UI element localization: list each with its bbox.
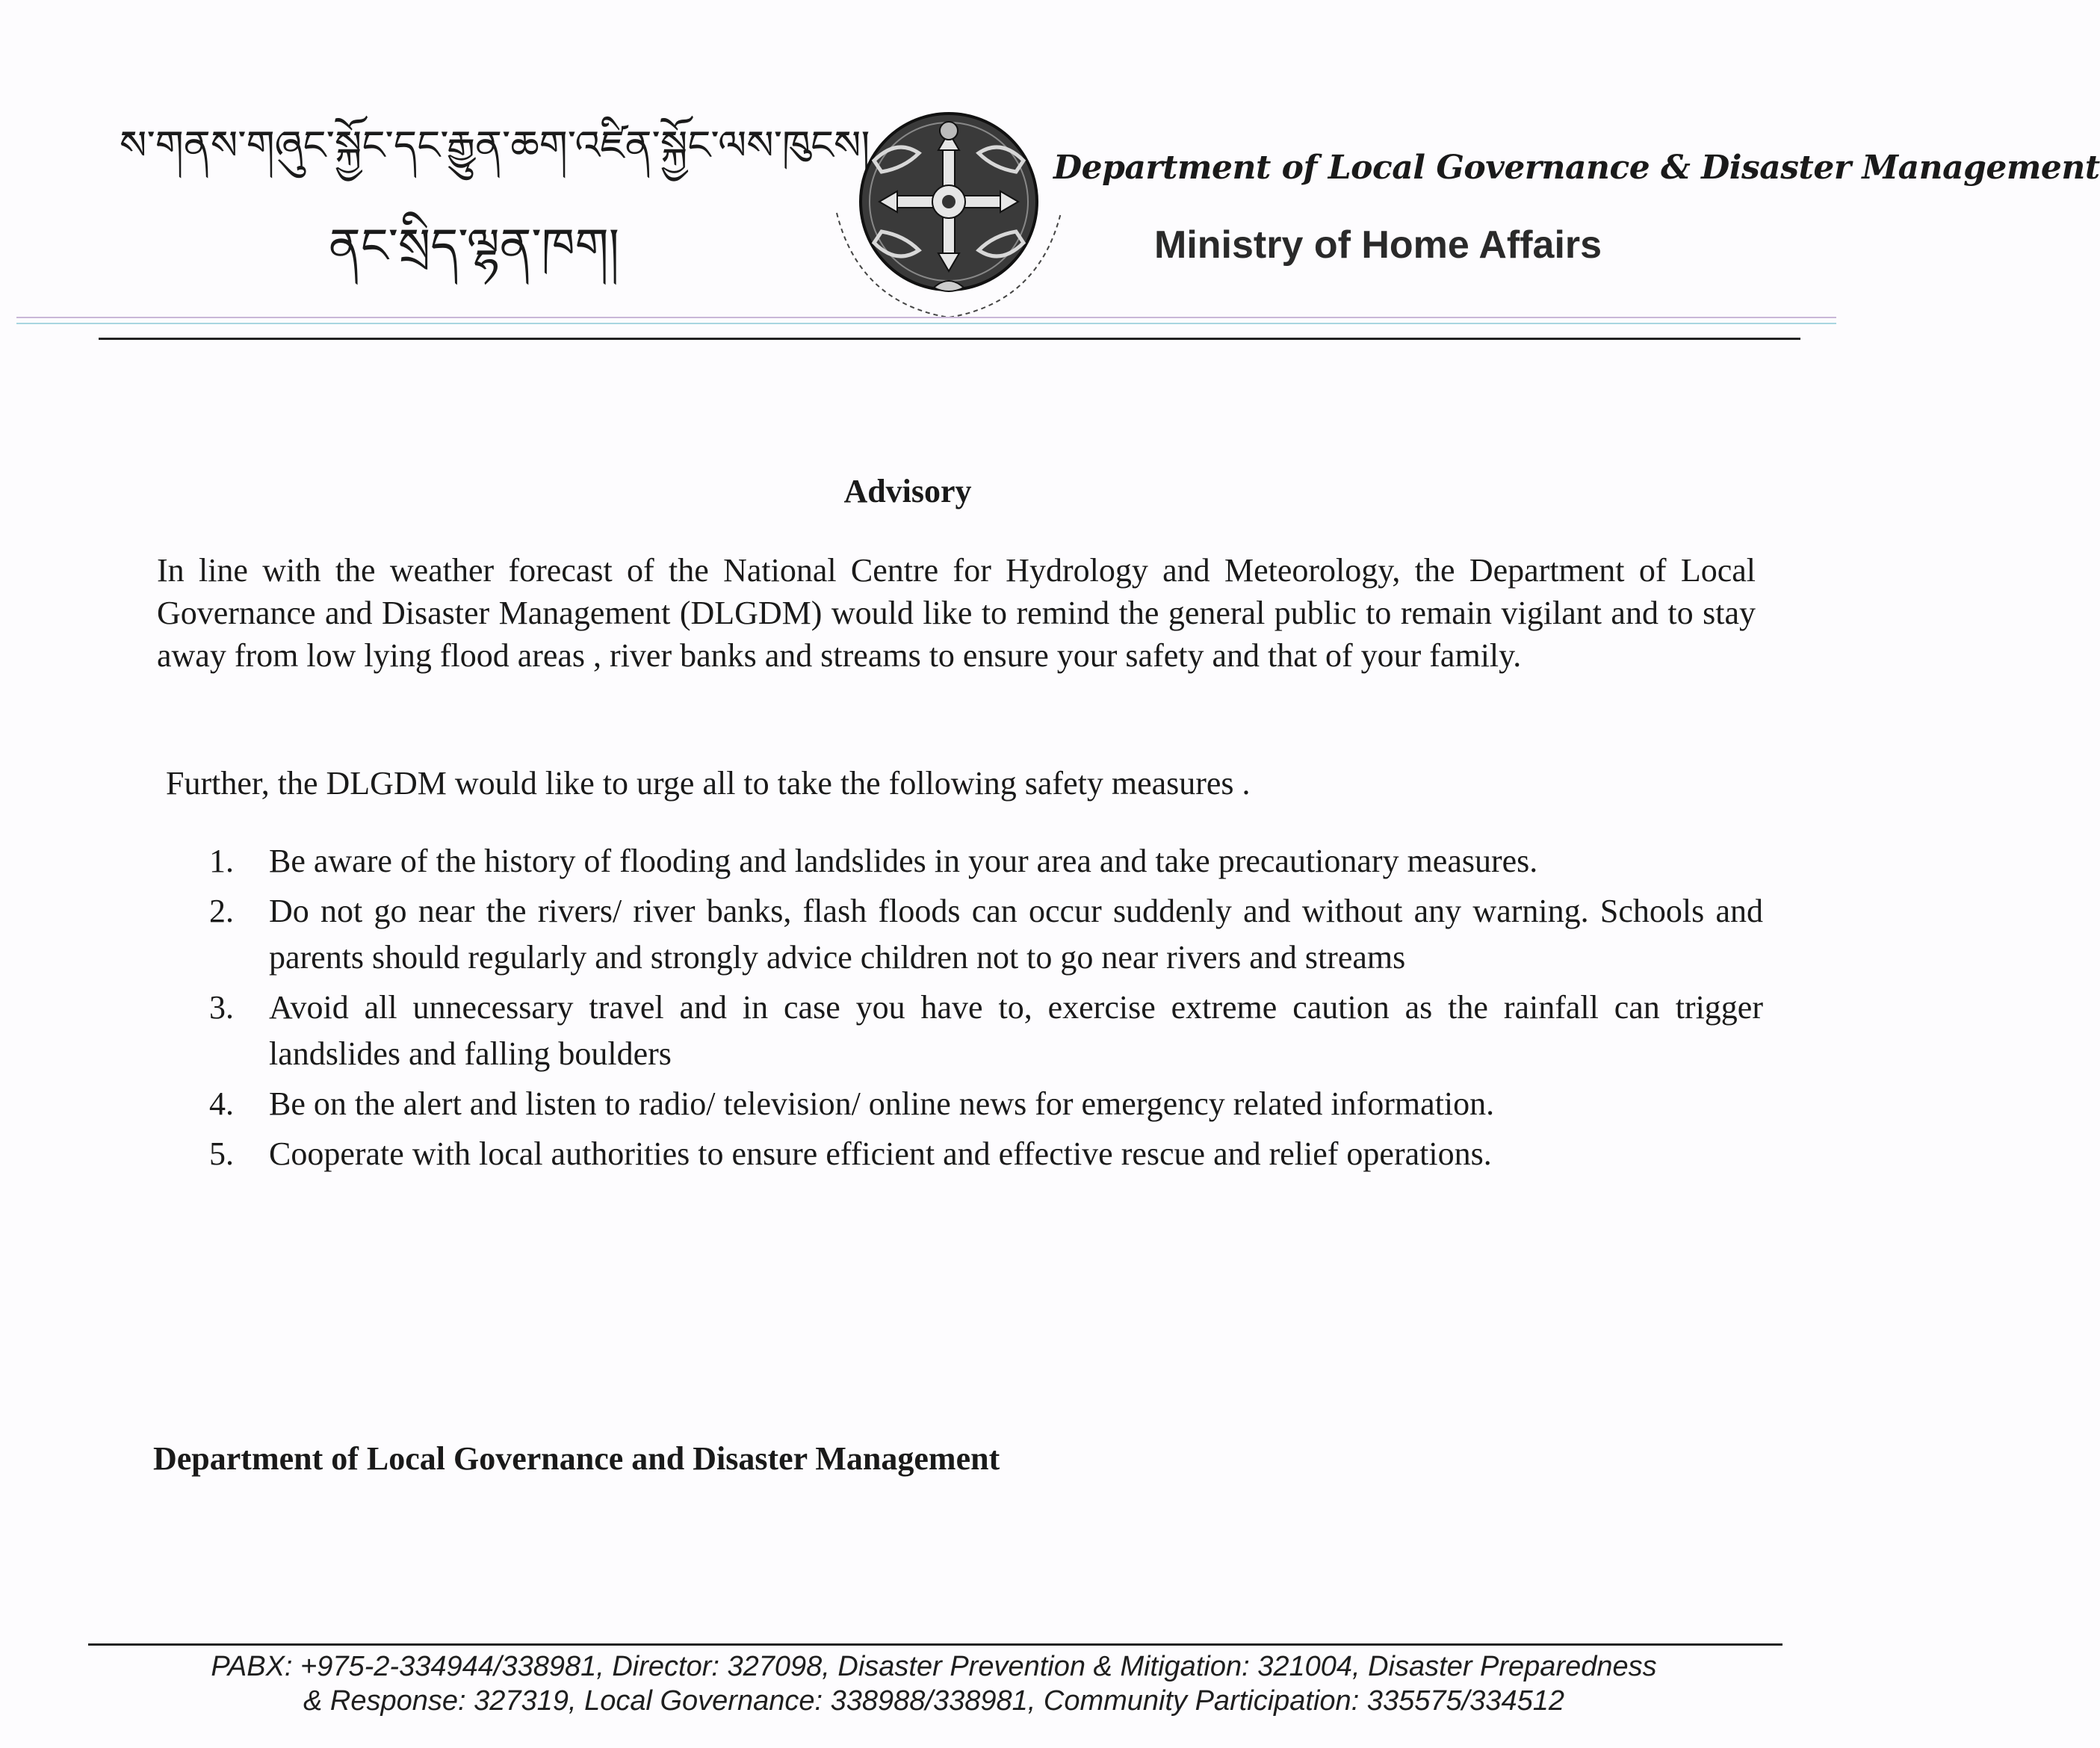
royal-emblem-icon (814, 101, 1083, 325)
list-item-number: 1. (209, 843, 234, 879)
header-divider-faint-secondary (16, 323, 1836, 324)
list-item (209, 838, 1763, 884)
header-divider (99, 338, 1800, 340)
list-item-number: 3. (209, 989, 234, 1026)
dzongkha-department-name: ས་གནས་གཞུང་སྐྱོང་དང་རྒྱུན་ཆག་འཛིན་སྐྱོང་ལས་ཁུངས། (120, 122, 870, 169)
list-item-text: Avoid all unnecessary travel and in case you have to, exercise extreme caution as the rainfall can trigger landslides and falling boulders (269, 989, 1763, 1072)
list-item-number: 2. (209, 893, 234, 929)
list-item-number: 5. (209, 1135, 234, 1172)
list-item (209, 1131, 1763, 1177)
header-divider-faint (16, 317, 1836, 318)
dzongkha-ministry-name: ནང་སྲིད་ལྷན་ཁག། (329, 219, 619, 274)
advisory-paragraph: In line with the weather forecast of the National Centre for Hydrology and Meteorology, the Department of Local Governance and Disaster Management (DLGDM) would like to remind the general public to remain vigilant and to stay away from low lying flood areas , river banks and streams to ensure your safety and that of your family. (157, 552, 1756, 674)
list-item-number: 4. (209, 1085, 234, 1122)
footer-contacts-line1: PABX: +975-2-334944/338981, Director: 327098, Disaster Prevention & Mitigation: 321004, Disaster Preparedness (211, 1651, 1657, 1682)
signature-department: Department of Local Governance and Disaster Management (153, 1440, 1000, 1477)
list-item-text: Do not go near the rivers/ river banks, flash floods can occur suddenly and without any warning. Schools and parents should regularly and strongly advice children not to go near rivers and streams (269, 893, 1763, 976)
department-name-english: Department of Local Governance & Disaster Management (1053, 149, 2100, 187)
footer-contacts (112, 1649, 1756, 1718)
list-item (209, 1081, 1763, 1127)
letterhead (0, 0, 2100, 351)
footer-contacts-line2: & Response: 327319, Local Governance: 338988/338981, Community Participation: 335575/334512 (303, 1685, 1564, 1717)
footer-divider (88, 1643, 1782, 1646)
safety-measures-list (209, 838, 1763, 1181)
list-item-text: Be aware of the history of flooding and landslides in your area and take precautionary measures. (269, 843, 1538, 879)
list-item (209, 985, 1763, 1077)
list-item-text: Be on the alert and listen to radio/ television/ online news for emergency related information. (269, 1085, 1495, 1122)
list-item (209, 888, 1763, 981)
ministry-name: Ministry of Home Affairs (1154, 223, 1602, 267)
safety-measures-intro: Further, the DLGDM would like to urge all to take the following safety measures . (166, 765, 1251, 802)
advisory-title: Advisory (843, 473, 972, 509)
list-item-text: Cooperate with local authorities to ensure efficient and effective rescue and relief operations. (269, 1135, 1492, 1172)
